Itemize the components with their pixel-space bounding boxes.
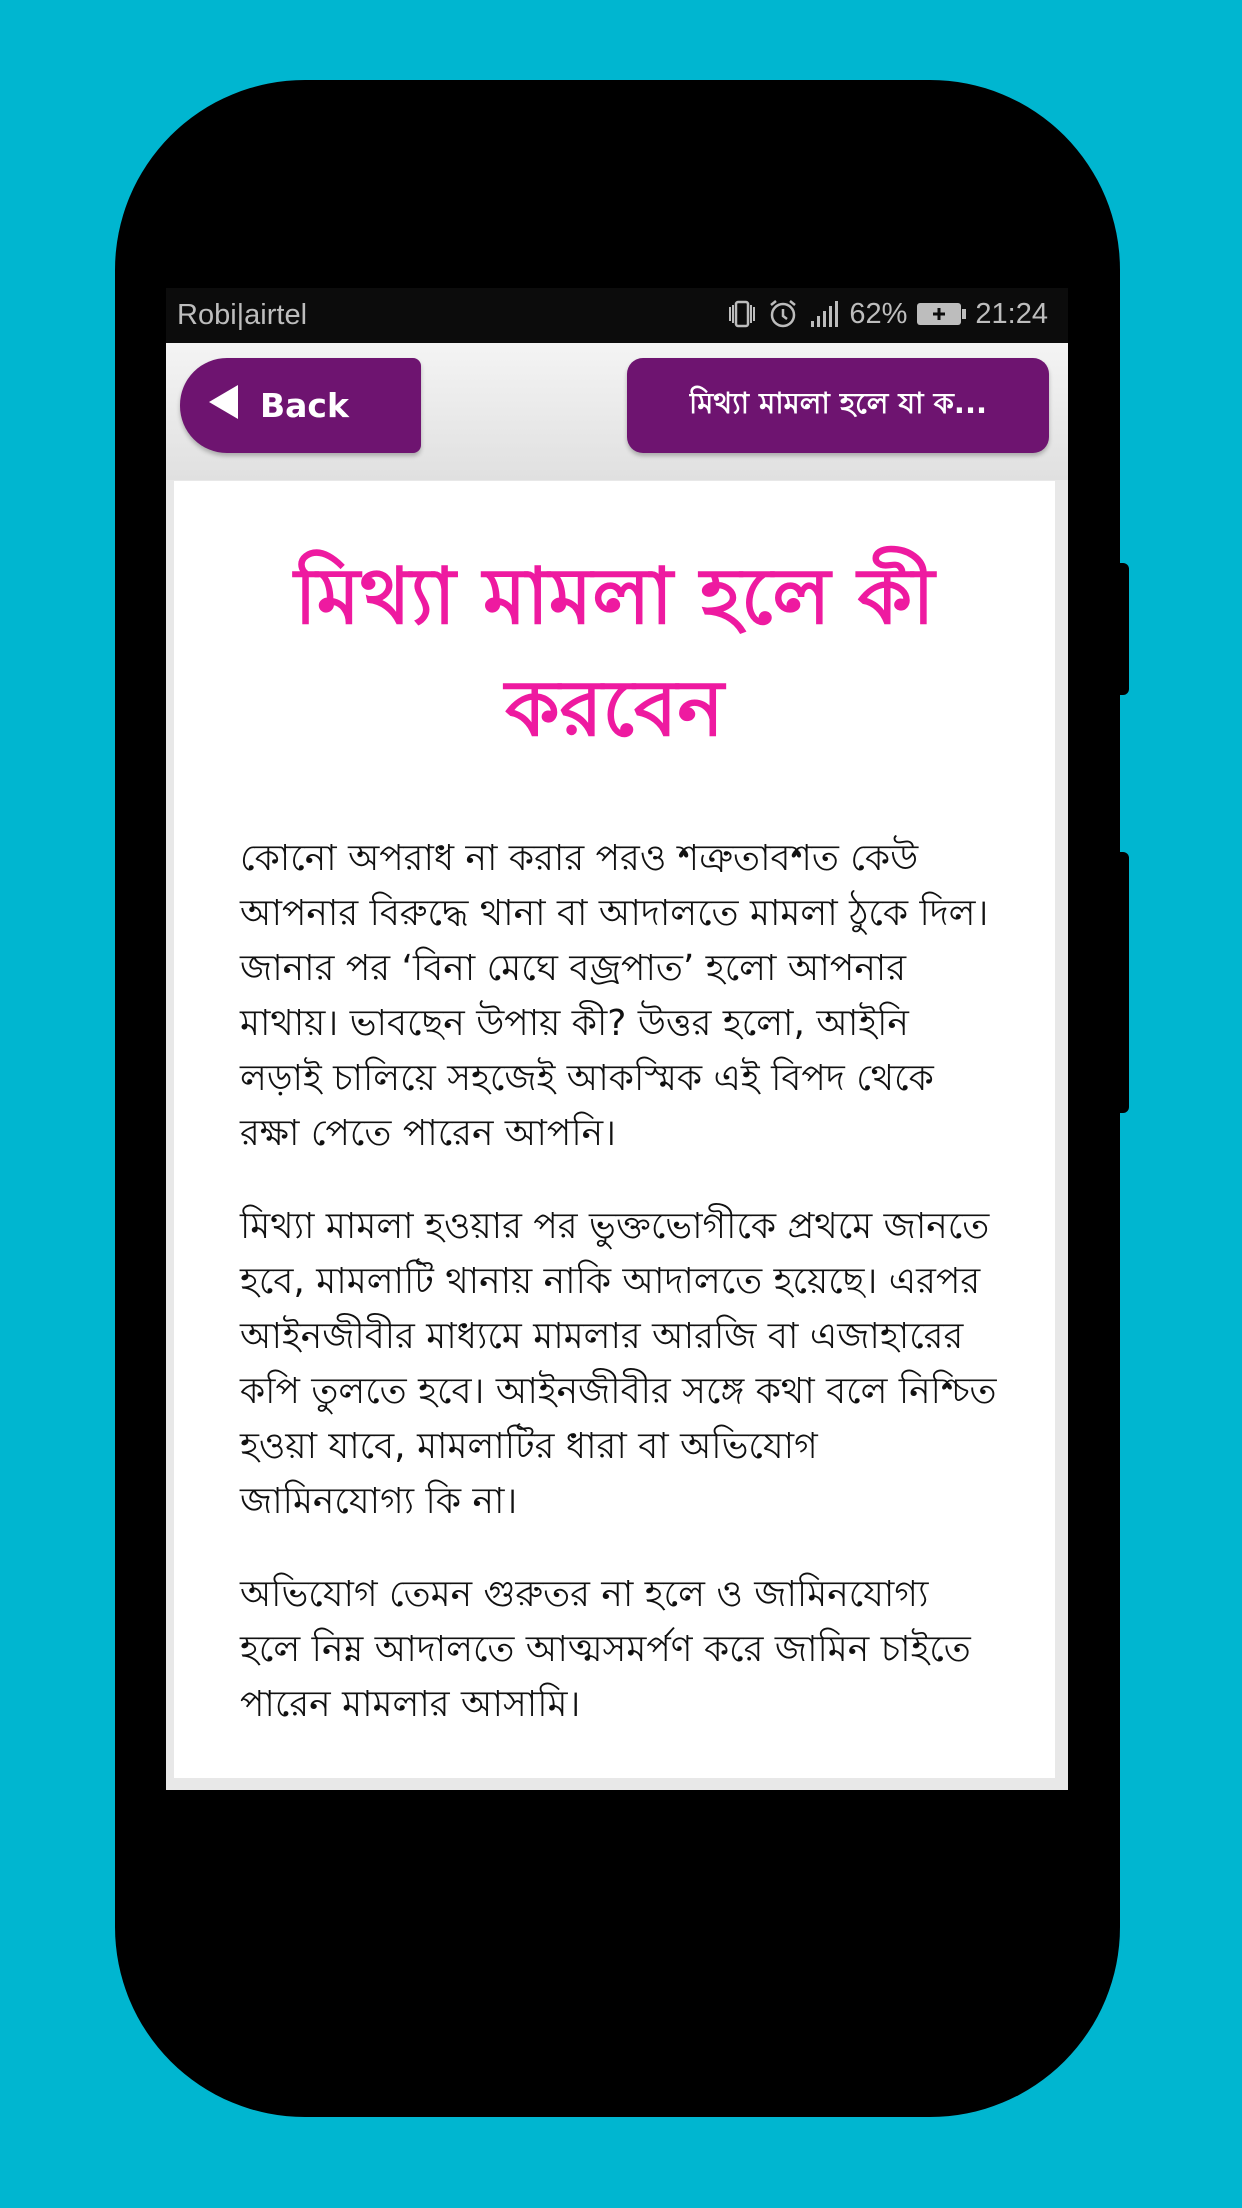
back-arrow-icon [180, 383, 260, 429]
volume-button [1118, 563, 1129, 695]
signal-icon [807, 299, 841, 329]
clock-time: 21:24 [975, 297, 1048, 330]
status-icons [725, 297, 1048, 331]
article-paragraph: মিথ্যা মামলা হওয়ার পর ভুক্তভোগীকে প্রথমে জানতে হবে, মামলাটি থানায় নাকি আদালতে হয়েছে। এরপর আইনজীবীর মাধ্যমে মামলার আরজি বা এজাহারের কপি তুলতে হবে। আইনজীবীর সঙ্গে কথা বলে নিশ্চিত হওয়া যাবে, মামলাটির ধারা বা অভিযোগ জামিনযোগ্য কি না। [240, 1206, 997, 1522]
battery-charging-icon [915, 300, 967, 328]
chapter-title-label: মিথ্যা মামলা হলে যা ক... [689, 386, 987, 420]
battery-percent: 62% [849, 297, 908, 330]
carrier-name: Robi|airtel [177, 299, 308, 331]
power-button [1118, 852, 1129, 1113]
status-bar [166, 288, 1068, 343]
back-button[interactable] [180, 358, 421, 453]
article-paragraph: অভিযোগ তেমন গুরুতর না হলে ও জামিনযোগ্য হলে নিম্ন আদালতে আত্মসমর্পণ করে জামিন চাইতে পারেন মামলার আসামি। [240, 1574, 971, 1725]
vibrate-icon [725, 297, 759, 331]
alarm-icon [767, 298, 799, 330]
article-paragraph: কোনো অপরাধ না করার পরও শত্রুতাবশত কেউ আপনার বিরুদ্ধে থানা বা আদালতে মামলা ঠুকে দিল। জানার পর ‘বিনা মেঘে বজ্রপাত’ হলো আপনার মাথায়। ভাবছেন উপায় কী? উত্তর হলো, আইনি লড়াই চালিয়ে সহজেই আকস্মিক এই বিপদ থেকে রক্ষা পেতে পারেন আপনি। [240, 838, 989, 1154]
article-content[interactable] [174, 481, 1055, 1778]
device-screen [166, 288, 1068, 1790]
chapter-title-button[interactable] [627, 358, 1049, 453]
toolbar [166, 343, 1068, 480]
back-button-label: Back [260, 386, 349, 425]
article-heading: মিথ্যা মামলা হলে কী করবেন [294, 552, 935, 754]
